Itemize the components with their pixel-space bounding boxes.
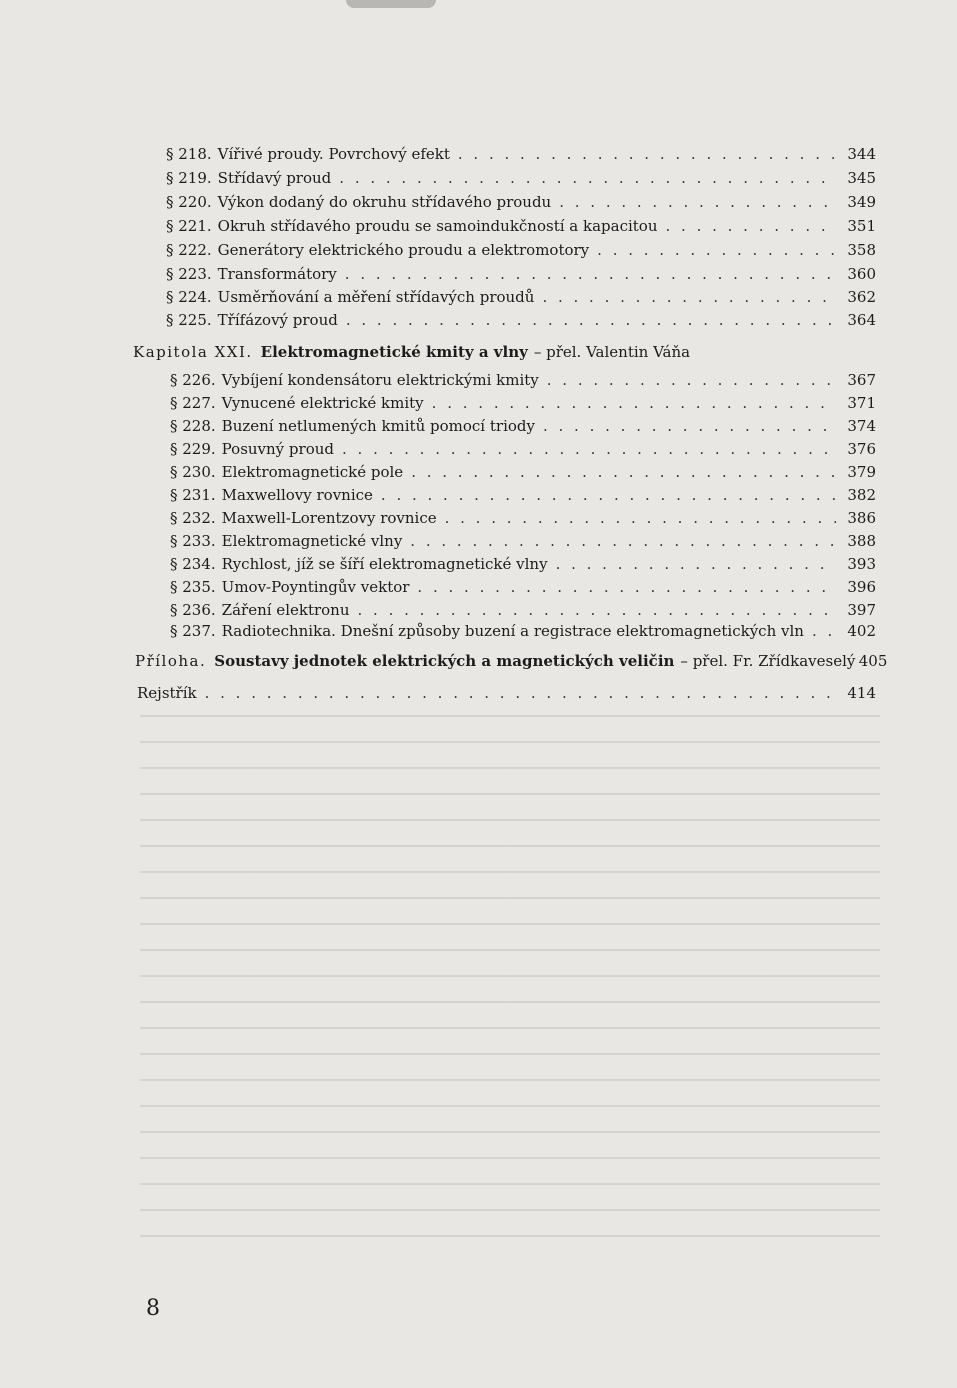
toc-entry — [170, 531, 876, 551]
entry-title: Elektromagnetické vlny — [221, 532, 403, 550]
entry-title: Okruh střídavého proudu se samoindukčností a kapacitou — [217, 217, 658, 235]
page-number: 360 — [847, 265, 876, 283]
dot-leader — [410, 531, 836, 551]
entry-title: Rychlost, jíž se šíří elektromagnetické vlny — [221, 555, 548, 573]
appendix-heading — [135, 651, 888, 671]
page-number: 393 — [847, 555, 876, 573]
entry-title: Buzení netlumených kmitů pomocí triody — [221, 417, 535, 435]
chapter-title: Elektromagnetické kmity a vlny — [260, 343, 528, 361]
page-number: 349 — [847, 193, 876, 211]
dot-leader — [342, 439, 836, 459]
entry-title: Vířivé proudy. Povrchový efekt — [217, 145, 450, 163]
page-number: 414 — [847, 684, 876, 702]
page-number: 376 — [847, 440, 876, 458]
page-number: 386 — [847, 509, 876, 527]
toc-entry — [166, 264, 876, 284]
toc-entry — [166, 287, 876, 307]
section-number: § 237. — [170, 622, 216, 640]
section-number: § 234. — [170, 555, 216, 573]
toc-entry — [170, 508, 876, 528]
section-number: § 225. — [166, 311, 212, 329]
dot-leader — [346, 310, 836, 330]
page-number: 371 — [847, 394, 876, 412]
entry-title: Usměrňování a měření střídavých proudů — [217, 288, 535, 306]
chapter-label: Kapitola XXI. — [133, 343, 253, 361]
section-number: § 218. — [166, 145, 212, 163]
section-number: § 236. — [170, 601, 216, 619]
section-number: § 224. — [166, 288, 212, 306]
section-number: § 233. — [170, 532, 216, 550]
dot-leader — [458, 144, 836, 164]
appendix-label: Příloha. — [135, 652, 207, 670]
entry-title: Záření elektronu — [221, 601, 350, 619]
section-number: § 227. — [170, 394, 216, 412]
toc-entry — [170, 462, 876, 482]
appendix-translator: – přel. Fr. Zřídkaveselý — [680, 652, 856, 670]
page-number: 362 — [847, 288, 876, 306]
entry-title: Výkon dodaný do okruhu střídavého proudu — [217, 193, 552, 211]
dot-leader — [666, 216, 837, 236]
page-number: 388 — [847, 532, 876, 550]
toc-entry — [170, 439, 876, 459]
page-number: 358 — [847, 241, 876, 259]
toc-entry — [170, 416, 876, 436]
page-number: 397 — [847, 601, 876, 619]
index-title: Rejstřík — [137, 684, 197, 702]
toc-entry — [166, 216, 876, 236]
top-smudge — [346, 0, 436, 8]
section-number: § 235. — [170, 578, 216, 596]
entry-title: Elektromagnetické pole — [221, 463, 404, 481]
dot-leader — [445, 508, 836, 528]
page-number: 367 — [847, 371, 876, 389]
section-number: § 222. — [166, 241, 212, 259]
section-number: § 226. — [170, 371, 216, 389]
entry-title: Maxwellovy rovnice — [221, 486, 373, 504]
section-number: § 220. — [166, 193, 212, 211]
section-number: § 229. — [170, 440, 216, 458]
show-through-text — [140, 700, 880, 1260]
section-number: § 221. — [166, 217, 212, 235]
appendix-title: Soustavy jednotek elektrických a magnetických veličin — [214, 652, 675, 670]
page-number: 382 — [847, 486, 876, 504]
page-number: 379 — [847, 463, 876, 481]
page-number: 374 — [847, 417, 876, 435]
toc-entry — [166, 192, 876, 212]
section-number: § 232. — [170, 509, 216, 527]
toc-entry — [166, 144, 876, 164]
dot-leader — [205, 683, 836, 703]
section-number: § 223. — [166, 265, 212, 283]
page-number: 344 — [847, 145, 876, 163]
chapter-translator: – přel. Valentin Váňa — [533, 343, 691, 361]
entry-title: Maxwell-Lorentzovy rovnice — [221, 509, 437, 527]
entry-title: Generátory elektrického proudu a elektromotory — [217, 241, 590, 259]
entry-title: Radiotechnika. Dnešní způsoby buzení a registrace elektromagnetických vln — [221, 622, 804, 640]
dot-leader — [432, 393, 836, 413]
dot-leader — [543, 416, 836, 436]
dot-leader — [411, 462, 836, 482]
entry-title: Vynucené elektrické kmity — [221, 394, 424, 412]
dot-leader — [812, 621, 836, 641]
toc-entry — [170, 370, 876, 390]
toc-entry — [170, 485, 876, 505]
section-number: § 228. — [170, 417, 216, 435]
toc-entry — [166, 240, 876, 260]
dot-leader — [417, 577, 836, 597]
entry-title: Posuvný proud — [221, 440, 334, 458]
toc-entry — [166, 168, 876, 188]
page-number: 364 — [847, 311, 876, 329]
dot-leader — [547, 370, 836, 390]
dot-leader — [358, 600, 836, 620]
page-number: 402 — [847, 622, 876, 640]
page-number: 345 — [847, 169, 876, 187]
dot-leader — [597, 240, 836, 260]
entry-title: Umov-Poyntingův vektor — [221, 578, 410, 596]
page-number: 405 — [858, 652, 888, 670]
section-number: § 219. — [166, 169, 212, 187]
toc-entry — [170, 554, 876, 574]
dot-leader — [542, 287, 836, 307]
entry-title: Střídavý proud — [217, 169, 332, 187]
page-number: 351 — [847, 217, 876, 235]
page-number: 396 — [847, 578, 876, 596]
dot-leader — [559, 192, 836, 212]
toc-entry — [170, 577, 876, 597]
chapter-heading — [133, 342, 876, 362]
page-folio: 8 — [146, 1296, 160, 1321]
toc-entry — [170, 600, 876, 620]
dot-leader — [381, 485, 836, 505]
dot-leader — [556, 554, 836, 574]
dot-leader — [345, 264, 836, 284]
section-number: § 231. — [170, 486, 216, 504]
entry-title: Vybíjení kondensátoru elektrickými kmity — [221, 371, 539, 389]
toc-entry — [166, 310, 876, 330]
toc-entry — [170, 393, 876, 413]
toc-entry-index — [137, 683, 876, 703]
toc-entry — [170, 621, 876, 641]
dot-leader — [339, 168, 836, 188]
section-number: § 230. — [170, 463, 216, 481]
entry-title: Transformátory — [217, 265, 337, 283]
entry-title: Třífázový proud — [217, 311, 338, 329]
